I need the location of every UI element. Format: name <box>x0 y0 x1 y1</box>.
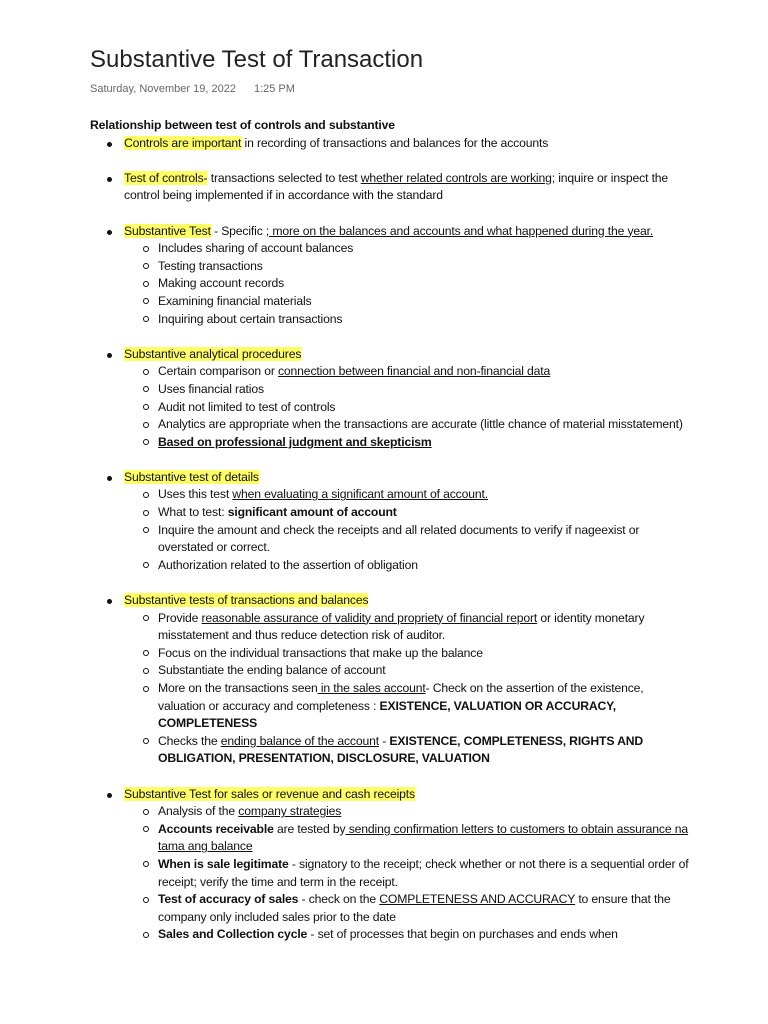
sub-item: When is sale legitimate - signatory to the receipt; check whether or not there is a sequential order of receipt; verify the time and term in the receipt. <box>124 856 690 891</box>
sub-item: Audit not limited to test of controls <box>124 399 690 417</box>
sub-item: More on the transactions seen in the sales account- Check on the assertion of the existence, valuation or accuracy and completeness : EXISTENCE, VALUATION OR ACCURACY, COMPLETENESS <box>124 680 690 733</box>
sub-item: Inquiring about certain transactions <box>124 311 690 329</box>
sub-item: Test of accuracy of sales - check on the COMPLETENESS AND ACCURACY to ensure that the company only included sales prior to the date <box>124 891 690 926</box>
sub-list <box>124 486 690 574</box>
highlight: Test of controls- <box>124 170 208 185</box>
highlight: Controls are important <box>124 135 242 150</box>
section-heading: Relationship between test of controls and substantive <box>90 118 395 132</box>
highlight: Substantive test of details <box>124 469 259 484</box>
highlight: Substantive Test for sales or revenue and cash receipts <box>124 786 415 801</box>
note-body <box>90 117 690 962</box>
sub-item: Authorization related to the assertion of obligation <box>124 557 690 575</box>
list-item-transactions-and-balances <box>90 592 690 768</box>
sub-item: Analytics are appropriate when the transactions are accurate (little chance of material misstatement) <box>124 416 690 434</box>
sub-list <box>124 363 690 451</box>
page-meta <box>90 83 295 95</box>
sub-item: Analysis of the company strategies <box>124 803 690 821</box>
page-time: 1:25 PM <box>253 83 295 95</box>
list-item-substantive-test: Substantive Test - Specific ; more on the balances and accounts and what happened during the year. Includes sharing of account balances Testing transactions Making account records Examining financial materials Inquiring about certain transactions <box>90 223 690 329</box>
sub-item: Checks the ending balance of the account - EXISTENCE, COMPLETENESS, RIGHTS AND OBLIGATION, PRESENTATION, DISCLOSURE, VALUATION <box>124 733 690 768</box>
list-item-test-of-details <box>90 469 690 575</box>
list-item-controls: Controls are important in recording of transactions and balances for the accounts <box>90 135 690 153</box>
sub-item: Examining financial materials <box>124 293 690 311</box>
page-title: Substantive Test of Transaction <box>90 46 424 73</box>
sub-list <box>124 803 690 944</box>
highlight: Substantive Test <box>124 223 211 238</box>
sub-item: Provide reasonable assurance of validity and propriety of financial report or identity monetary misstatement and thus reduce detection risk of auditor. <box>124 610 690 645</box>
sub-item: Inquire the amount and check the receipts and all related documents to verify if nageexist or overstated or correct. <box>124 522 690 557</box>
sub-item: Uses financial ratios <box>124 381 690 399</box>
sub-item: Making account records <box>124 275 690 293</box>
sub-item: What to test: significant amount of account <box>124 504 690 522</box>
sub-item: Sales and Collection cycle - set of processes that begin on purchases and ends when <box>124 926 690 944</box>
page-date: Saturday, November 19, 2022 <box>90 83 236 95</box>
sub-item: Focus on the individual transactions that make up the balance <box>124 645 690 663</box>
sub-item: Accounts receivable are tested by sending confirmation letters to customers to obtain assurance na tama ang balance <box>124 821 690 856</box>
highlight: Substantive analytical procedures <box>124 346 302 361</box>
sub-item: Based on professional judgment and skepticism <box>124 434 690 452</box>
sub-item: Certain comparison or connection between financial and non-financial data <box>124 363 690 381</box>
list-item-test-of-controls: Test of controls- transactions selected to test whether related controls are working; inquire or inspect the control being implemented if in accordance with the standard <box>90 170 690 205</box>
list-item-sales-revenue <box>90 786 690 944</box>
sub-item: Testing transactions <box>124 258 690 276</box>
highlight: Substantive tests of transactions and balances <box>124 593 369 608</box>
sub-item: Substantiate the ending balance of account <box>124 662 690 680</box>
sub-list <box>124 240 690 328</box>
list-item-analytical-procedures <box>90 346 690 452</box>
main-list <box>90 135 690 944</box>
sub-item: Uses this test when evaluating a significant amount of account. <box>124 486 690 504</box>
sub-list <box>124 610 690 768</box>
sub-item: Includes sharing of account balances <box>124 240 690 258</box>
